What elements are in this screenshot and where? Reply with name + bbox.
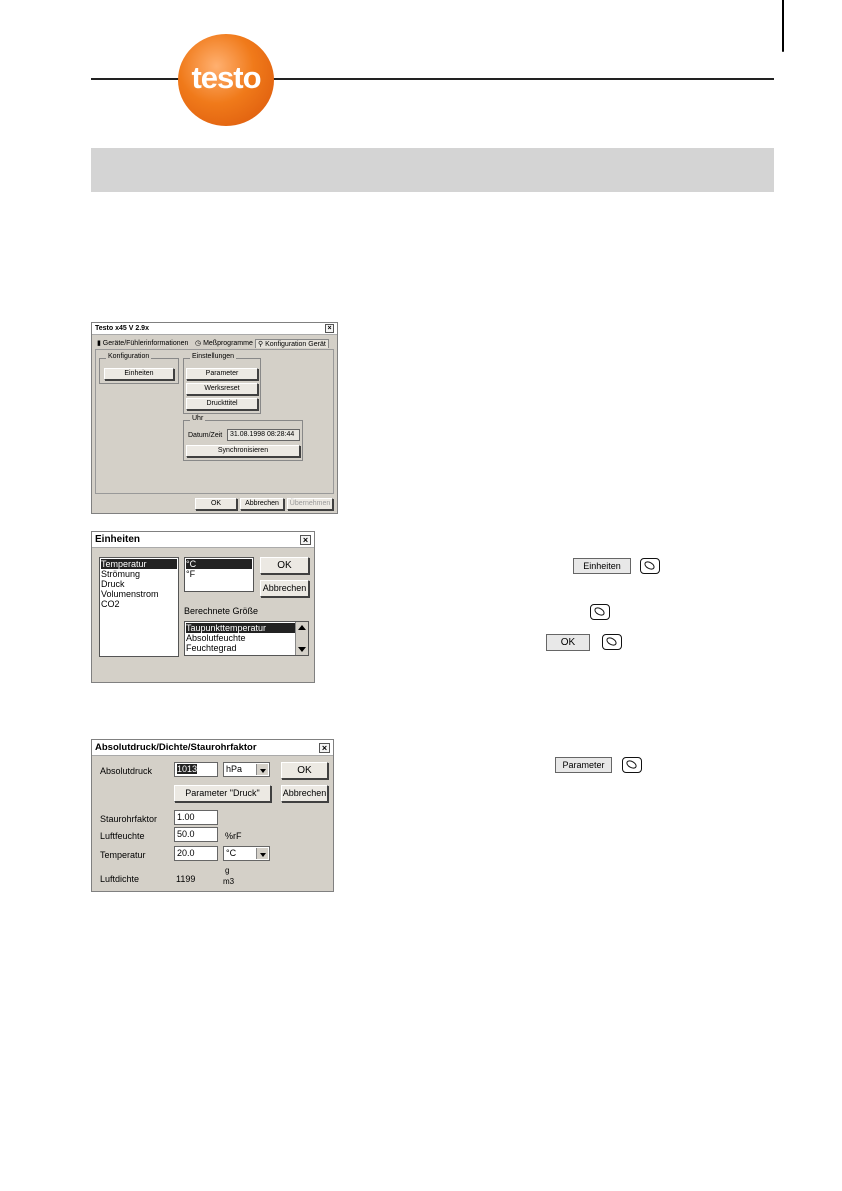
- list-item[interactable]: CO2: [101, 599, 120, 609]
- druckttitel-button[interactable]: Druckttitel: [186, 398, 258, 410]
- uebernehmen-button[interactable]: Übernehmen: [287, 498, 333, 510]
- close-icon[interactable]: ×: [319, 743, 330, 753]
- scrollbar[interactable]: [295, 622, 308, 655]
- config-window: [91, 322, 338, 514]
- scroll-down-icon[interactable]: [298, 647, 306, 652]
- tab-label: Geräte/Fühlerinformationen: [102, 340, 189, 347]
- testo-logo: [178, 34, 274, 126]
- chevron-down-icon: [256, 764, 268, 775]
- logo-text: testo: [191, 60, 261, 95]
- crop-mark: [782, 0, 784, 52]
- group-caption: Einstellungen: [192, 353, 235, 360]
- header-rule-left: [91, 78, 181, 80]
- title-bar: [92, 532, 314, 548]
- close-icon[interactable]: ×: [325, 324, 334, 333]
- absolutdruck-input[interactable]: [174, 762, 218, 777]
- list-item[interactable]: Absolutfeuchte: [186, 633, 246, 643]
- ok-button[interactable]: OK: [195, 498, 237, 510]
- absolutdruck-unit-select[interactable]: [223, 762, 270, 777]
- luftdichte-unit-top: g: [225, 866, 230, 875]
- staurohr-label: Staurohrfaktor: [100, 814, 158, 824]
- mouse-click-icon: [602, 634, 622, 650]
- list-item[interactable]: Druck: [101, 579, 125, 589]
- temperatur-unit-select[interactable]: [223, 846, 270, 861]
- ok-inline-button: OK: [546, 634, 590, 651]
- header-rule-right: [272, 78, 774, 80]
- title-bar: [92, 740, 333, 756]
- luftdichte-value: 1199: [176, 874, 196, 884]
- device-icon: ▮: [97, 340, 103, 347]
- list-item[interactable]: °F: [186, 569, 196, 579]
- einheiten-inline-button: Einheiten: [573, 558, 631, 574]
- abbrechen-button[interactable]: Abbrechen: [281, 785, 328, 802]
- abbrechen-button[interactable]: Abbrechen: [260, 580, 309, 597]
- input-value: 1013: [177, 764, 198, 774]
- werksreset-button[interactable]: Werksreset: [186, 383, 258, 395]
- scroll-up-icon[interactable]: [298, 625, 306, 630]
- einheiten-button[interactable]: Einheiten: [104, 368, 174, 380]
- absolutdruck-window: [91, 739, 334, 892]
- clock-icon: ◷: [195, 340, 204, 347]
- absolutdruck-label: Absolutdruck: [100, 766, 153, 776]
- tab-label: Konfiguration Gerät: [265, 341, 326, 348]
- staurohr-input[interactable]: 1.00: [174, 810, 218, 825]
- datum-label: Datum/Zeit: [188, 432, 223, 439]
- parameter-button[interactable]: Parameter: [186, 368, 258, 380]
- mouse-click-icon: [590, 604, 610, 620]
- select-value: hPa: [226, 764, 243, 774]
- select-value: °C: [226, 848, 237, 858]
- section-band: [91, 148, 774, 192]
- close-icon[interactable]: ×: [300, 535, 311, 545]
- group-caption: Uhr: [192, 415, 204, 422]
- abbrechen-button[interactable]: Abbrechen: [240, 498, 284, 510]
- tab-konfiguration[interactable]: [255, 339, 329, 348]
- list-item[interactable]: °C: [186, 559, 252, 569]
- quantity-list[interactable]: [99, 557, 179, 657]
- berechnete-label: Berechnete Größe: [184, 606, 259, 616]
- antenna-icon: ⚲: [258, 341, 266, 348]
- group-caption: Konfiguration: [108, 353, 150, 360]
- datum-field[interactable]: 31.08.1998 08:28:44: [227, 429, 300, 441]
- mouse-click-icon: [640, 558, 660, 574]
- luftfeuchte-input[interactable]: 50.0: [174, 827, 218, 842]
- mouse-click-icon: [622, 757, 642, 773]
- parameter-inline-button: Parameter: [555, 757, 612, 773]
- ok-button[interactable]: OK: [260, 557, 309, 574]
- synchronisieren-button[interactable]: Synchronisieren: [186, 445, 300, 457]
- window-title: Absolutdruck/Dichte/Staurohrfaktor: [95, 742, 257, 753]
- tab-label: Meßprogramme: [203, 340, 253, 347]
- luftfeuchte-label: Luftfeuchte: [100, 831, 145, 841]
- list-item[interactable]: Feuchtegrad: [186, 643, 237, 653]
- computed-list[interactable]: [184, 621, 309, 656]
- parameter-druck-button[interactable]: Parameter "Druck": [174, 785, 271, 802]
- einheiten-window: [91, 531, 315, 683]
- list-item[interactable]: Temperatur: [101, 559, 177, 569]
- tab-geraete[interactable]: [97, 339, 188, 347]
- chevron-down-icon: [256, 848, 268, 859]
- title-bar: [92, 323, 337, 335]
- list-item[interactable]: Strömung: [101, 569, 141, 579]
- temperatur-label: Temperatur: [100, 850, 146, 860]
- list-item[interactable]: Taupunkttemperatur: [186, 623, 295, 633]
- luftdichte-label: Luftdichte: [100, 874, 140, 884]
- list-item[interactable]: Volumenstrom: [101, 589, 159, 599]
- luftfeuchte-unit: %rF: [225, 831, 242, 841]
- unit-list[interactable]: [184, 557, 254, 592]
- tab-messprogramme[interactable]: [195, 339, 253, 347]
- ok-button[interactable]: OK: [281, 762, 328, 779]
- luftdichte-unit-bottom: m3: [223, 877, 235, 886]
- window-title: Testo x45 V 2.9x: [95, 325, 149, 332]
- window-title: Einheiten: [95, 534, 141, 545]
- temperatur-input[interactable]: 20.0: [174, 846, 218, 861]
